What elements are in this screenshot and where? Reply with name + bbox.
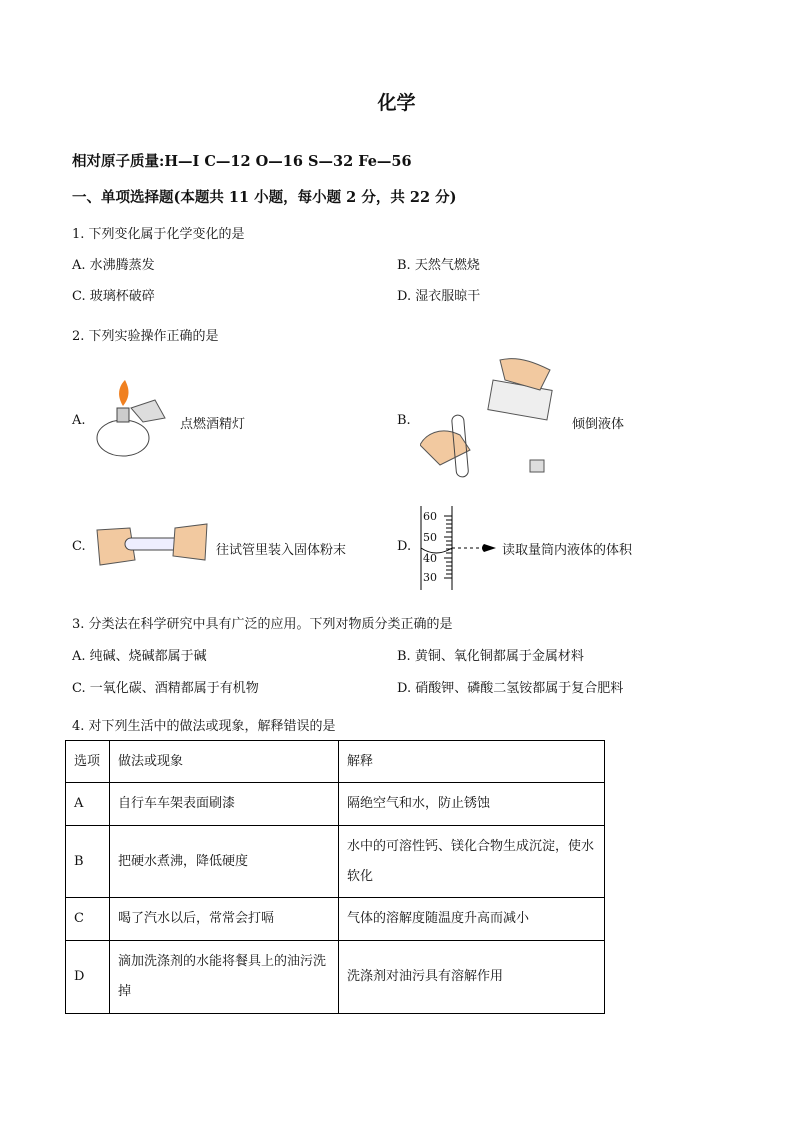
q2-option-a-text: 点燃酒精灯 [180,417,246,432]
table-row [66,941,605,1014]
table-cell: A [66,783,110,826]
table-cell: D [66,941,110,1014]
table-header-row [66,741,605,783]
q1-option-d: D. 湿衣服晾干 [397,289,481,304]
eye-icon [482,544,496,552]
table-cell: 气体的溶解度随温度升高而减小 [339,898,605,941]
page-title: 化学 [377,92,416,114]
q1-option-c: C. 玻璃杯破碎 [72,289,155,304]
table-cell: 隔绝空气和水，防止锈蚀 [339,783,605,826]
q1-option-a: A. 水沸腾蒸发 [72,258,155,273]
q1-stem: 1. 下列变化属于化学变化的是 [72,227,245,242]
alcohol-lamp-illustration [95,378,175,468]
q2-stem: 2. 下列实验操作正确的是 [72,329,219,344]
q2-option-b-label: B. [397,413,411,428]
q2-option-d-text: 读取量筒内液体的体积 [502,543,633,558]
table-cell: 喝了汽水以后，常常会打嗝 [110,898,339,941]
q1-option-b: B. 天然气燃烧 [397,258,480,273]
q3-option-c: C. 一氧化碳、酒精都属于有机物 [72,681,259,696]
q2-option-d-label: D. [397,539,412,554]
header-cell: 做法或现象 [110,741,339,783]
table-row [66,826,605,898]
q4-table [65,740,605,1014]
tick-label: 30 [423,571,437,584]
q2-option-c-label: C. [72,539,86,554]
pouring-liquid-illustration [420,355,560,480]
table-row [66,783,605,826]
atomic-masses: 相对原子质量:H—I C—12 O—16 S—32 Fe—56 [72,153,412,170]
q3-option-d: D. 硝酸钾、磷酸二氢铵都属于复合肥料 [397,681,624,696]
tick-label: 40 [423,552,437,565]
table-cell: 自行车车架表面刷漆 [110,783,339,826]
q2-option-a-label: A. [72,413,86,428]
section-heading: 一、单项选择题(本题共 11 小题，每小题 2 分，共 22 分) [72,189,457,206]
table-cell: 滴加洗涤剂的水能将餐具上的油污洗掉 [110,941,339,1014]
table-cell: C [66,898,110,941]
table-cell: 水中的可溶性钙、镁化合物生成沉淀，使水软化 [339,826,605,898]
q3-option-b: B. 黄铜、氧化铜都属于金属材料 [397,649,584,664]
q2-option-b-text: 倾倒液体 [572,417,625,432]
powder-tube-illustration [95,520,210,570]
q2-option-c-text: 往试管里装入固体粉末 [216,543,347,558]
q3-stem: 3. 分类法在科学研究中具有广泛的应用。下列对物质分类正确的是 [72,617,453,632]
header-cell: 选项 [66,741,110,783]
q4-stem: 4. 对下列生活中的做法或现象，解释错误的是 [72,719,336,734]
table-cell: 把硬水煮沸，降低硬度 [110,826,339,898]
tick-label: 60 [423,510,437,523]
tick-label: 50 [423,531,437,544]
q3-option-a: A. 纯碱、烧碱都属于碱 [72,649,207,664]
table-cell: 洗涤剂对油污具有溶解作用 [339,941,605,1014]
table-row [66,898,605,941]
table-cell: B [66,826,110,898]
header-cell: 解释 [339,741,605,783]
